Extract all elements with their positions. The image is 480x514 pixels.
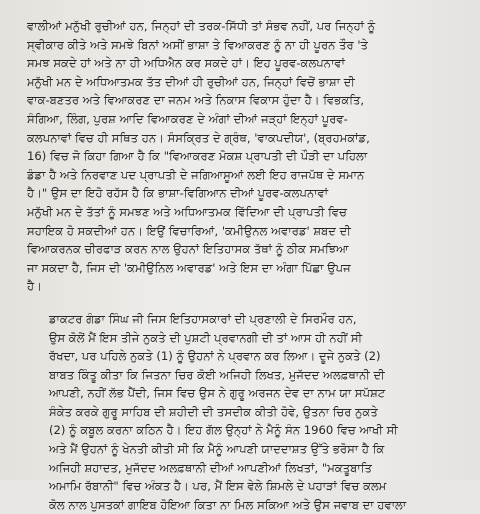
text-line: ਅਮਾਮਿ ਰੱਬਾਨੀ" ਵਿਚ ਅੰਕਤ ਹੈ। ਪਰ, ਮੈਂ ਇਸ ਵੇਲੇ ਸ਼ਿਮਲੇ ਦੇ ਪਹਾੜਾਂ ਵਿਚ ਕਲਮ xyxy=(49,479,387,494)
text-line: ਮਨੁੱਖੀ ਮਨ ਦੇ ਤੱਤਾਂ ਨੂੰ ਸਮਝਣ ਅਤੇ ਅਧਿਆਤਮਕ ਵਿੱਦਿਆ ਦੀ ਪ੍ਰਾਪਤੀ ਵਿਚ xyxy=(27,204,347,219)
text-line: ਹੈ। xyxy=(27,279,42,294)
text-line: ਸੰਗਿਆ, ਲਿੰਗ, ਪੁਰਸ਼ ਆਦਿ ਵਿਆਕਰਣ ਦੇ ਅੰਗਾਂ ਦੀਆਂ ਜੜ੍ਹਾਂ ਇਨ੍ਹਾਂ ਪੂਰਵ- xyxy=(27,111,348,126)
text-line: (2) ਨੂੰ ਕਬੂਲ ਕਰਨਾ ਕਠਿਨ ਹੈ। ਇਹ ਗੱਲ ਉਨ੍ਹਾਂ ਨੇ ਮੈਨੂੰ ਸੰਨ 1960 ਵਿਚ ਆਖੀ ਸੀ xyxy=(49,423,398,438)
paragraph xyxy=(27,17,465,296)
text-line: ਸੰਕੇਤ ਕਰਕੇ ਗੁਰੂ ਸਾਹਿਬ ਦੀ ਸ਼ਹੀਦੀ ਦੀ ਤਸਦੀਕ ਕੀਤੀ ਹੋਵੇ, ਉਤਨਾ ਚਿਰ ਨੁਕਤੇ xyxy=(49,404,378,419)
text-line: ਸਹਾਇਕ ਹੋ ਸਕਦੀਆਂ ਹਨ। ਇਉਂ ਵਿਚਾਰਿਆਂ, 'ਕਮੀਉਨਲ ਅਵਾਰਡ' ਸ਼ਬਦ ਦੀ xyxy=(27,223,351,238)
text-line: ਵਾਕ-ਬਣਤਰ ਅਤੇ ਵਿਆਕਰਣ ਦਾ ਜਨਮ ਅਤੇ ਨਿਕਾਸ ਵਿਕਾਸ ਹੁੰਦਾ ਹੈ। ਵਿਭਕਤਿ, xyxy=(27,93,365,108)
text-line: ਅਜਿਹੀ ਸ਼ਹਾਦਤ, ਮੁਜੱਦਦ ਅਲਫ਼ਥਾਨੀ ਦੀਆਂ ਆਪਣੀਆਂ ਲਿਖਤਾਂ, "ਮਕਤੂਬਾਤਿ xyxy=(49,460,372,475)
page-text xyxy=(27,17,465,514)
text-line: ਵਿਆਕਰਨਕ ਚੀਰਫਾੜ ਕਰਨ ਨਾਲ ਉਹਨਾਂ ਇਤਿਹਾਸਕ ਤੱਥਾਂ ਨੂੰ ਠੀਕ ਸਮਝਿਆ xyxy=(27,242,349,257)
text-line: ਡੰਡਾ ਹੈ ਅਤੇ ਨਿਰਵਾਣ ਪਦ ਪ੍ਰਾਪਤੀ ਦੇ ਜਗਿਆਸੂਆਂ ਲਈ ਇਹ ਰਾਜਪੱਥ ਦੇ ਸਮਾਨ xyxy=(27,167,365,182)
text-line: ਸਮਝ ਸਕਦੇ ਹਾਂ ਅਤੇ ਨਾ ਹੀ ਅਧਿਐਨ ਕਰ ਸਕਦੇ ਹਾਂ। ਇਹ ਪੂਰਵ-ਕਲਪਨਾਵਾਂ xyxy=(27,56,345,71)
text-line: ਸ੍ਵੀਕਾਰ ਕੀਤੇ ਅਤੇ ਸਮਝੇ ਬਿਨਾਂ ਅਸੀਂ ਭਾਸ਼ਾ ਤੇ ਵਿਆਕਰਣ ਨੂੰ ਨਾ ਹੀ ਪੂਰਨ ਤੌਰ 'ਤੇ xyxy=(27,37,368,52)
paragraph xyxy=(27,310,465,514)
text-line: ਕਲਪਨਾਵਾਂ ਵਿਚ ਹੀ ਸਥਿਤ ਹਨ। ਸੰਸਕ੍ਰਿਤ ਦੇ ਗ੍ਰੰਥ, 'ਵਾਕਪਦੀਯ', (ਬ੍ਰਹਮਕਾਂਡ, xyxy=(27,130,370,145)
text-line: ਜਾ ਸਕਦਾ ਹੈ, ਜਿਸ ਦੀ 'ਕਮੀਉਨਿਲ ਅਵਾਰਡ' ਅਤੇ ਇਸ ਦਾ ਅੰਗਾ ਪਿੱਛਾ ਉਪਜ xyxy=(27,260,351,275)
text-line: ਉਸ ਕੋਲੋਂ ਮੈਂ ਇਸ ਤੀਜੇ ਨੁਕਤੇ ਦੀ ਪੁਸ਼ਟੀ ਪ੍ਰਵਾਨਗੀ ਦੀ ਤਾਂ ਆਸ ਹੀ ਨਹੀਂ ਸੀ xyxy=(49,330,363,345)
text-line: 16) ਵਿਚ ਜੋ ਕਿਹਾ ਗਿਆ ਹੈ ਕਿ "ਵਿਆਕਰਣ ਮੋਕਸ਼ ਪ੍ਰਾਪਤੀ ਦੀ ਪੌੜੀ ਦਾ ਪਹਿਲਾ xyxy=(27,149,368,164)
text-line: ਆਪਣੀ, ਨਹੀਂ ਲੱਭ ਪੈਂਦੀ, ਜਿਸ ਵਿਚ ਉਸ ਨੇ ਗੁਰੂ ਅਰਜਨ ਦੇਵ ਦਾ ਨਾਮ ਯਾ ਸਪੱਸ਼ਟ xyxy=(49,386,386,401)
text-line: ਅਤੇ ਮੈਂ ਉਹਨਾਂ ਨੂੰ ਖੇਨਤੀ ਕੀਤੀ ਸੀ ਕਿ ਮੈਨੂੰ ਆਪਣੀ ਯਾਦਦਾਸ਼ਤ ਉੱਤੇ ਭਰੋਸਾ ਹੈ ਕਿ xyxy=(49,442,385,457)
text-line: ਵਾਲੀਆਂ ਮਨੁੱਖੀ ਰੁਚੀਆਂ ਹਨ, ਜਿਨ੍ਹਾਂ ਦੀ ਤਰਕ-ਸਿੱਧੀ ਤਾਂ ਸੰਭਵ ਨਹੀਂ, ਪਰ ਜਿਨ੍ਹਾਂ ਨੂੰ xyxy=(27,19,376,33)
text-line: ਬਾਬਤ ਕਿੰਤੂ ਕੀਤਾ ਕਿ ਜਿਤਨਾ ਚਿਰ ਕੋਈ ਅਜਿਹੀ ਲਿਖਤ, ਮੁਜੱਦਦ ਅਲਫ਼ਥਾਨੀ ਦੀ xyxy=(49,367,385,382)
text-line: ਕੋਲ ਨਾਲ ਪੁਸਤਕਾਂ ਗਾਇਬ ਹੋਇਆ ਕਿਤਾ ਨਾ ਮਿਲ ਸਕਿਆ ਅਤੇ ਉਸ ਜਵਾਬ ਦਾ ਹਵਾਲਾ xyxy=(49,497,407,512)
text-line: ਹੈ।" ਉਸ ਦਾ ਇਹੋ ਰਹੱਸ ਹੈ ਕਿ ਭਾਸ਼ਾ-ਵਿਗਿਆਨ ਦੀਆਂ ਪੂਰਵ-ਕਲਪਨਾਵਾਂ xyxy=(27,186,329,201)
text-line: ਰੱਖਦਾ, ਪਰ ਪਹਿਲੇ ਨੁਕਤੇ (1) ਨੂੰ ਉਹਨਾਂ ਨੇ ਪ੍ਰਵਾਨ ਕਰ ਲਿਆ। ਦੂਜੇ ਨੁਕਤੇ (2) xyxy=(49,349,381,364)
text-line: ਡਾਕਟਰ ਗੰਡਾ ਸਿੰਘ ਜੀ ਜਿਸ ਇਤਿਹਾਸਕਾਰਾਂ ਦੀ ਪ੍ਰਣਾਲੀ ਦੇ ਸਿਰਮੌਰ ਹਨ, xyxy=(49,311,357,326)
text-line: ਮਨੁੱਖੀ ਮਨ ਦੇ ਅਧਿਆਤਮਕ ਤੱਤ ਦੀਆਂ ਹੀ ਰੁਚੀਆਂ ਹਨ, ਜਿਨ੍ਹਾਂ ਵਿਚੋਂ ਭਾਸ਼ਾ ਦੀ xyxy=(27,74,355,89)
